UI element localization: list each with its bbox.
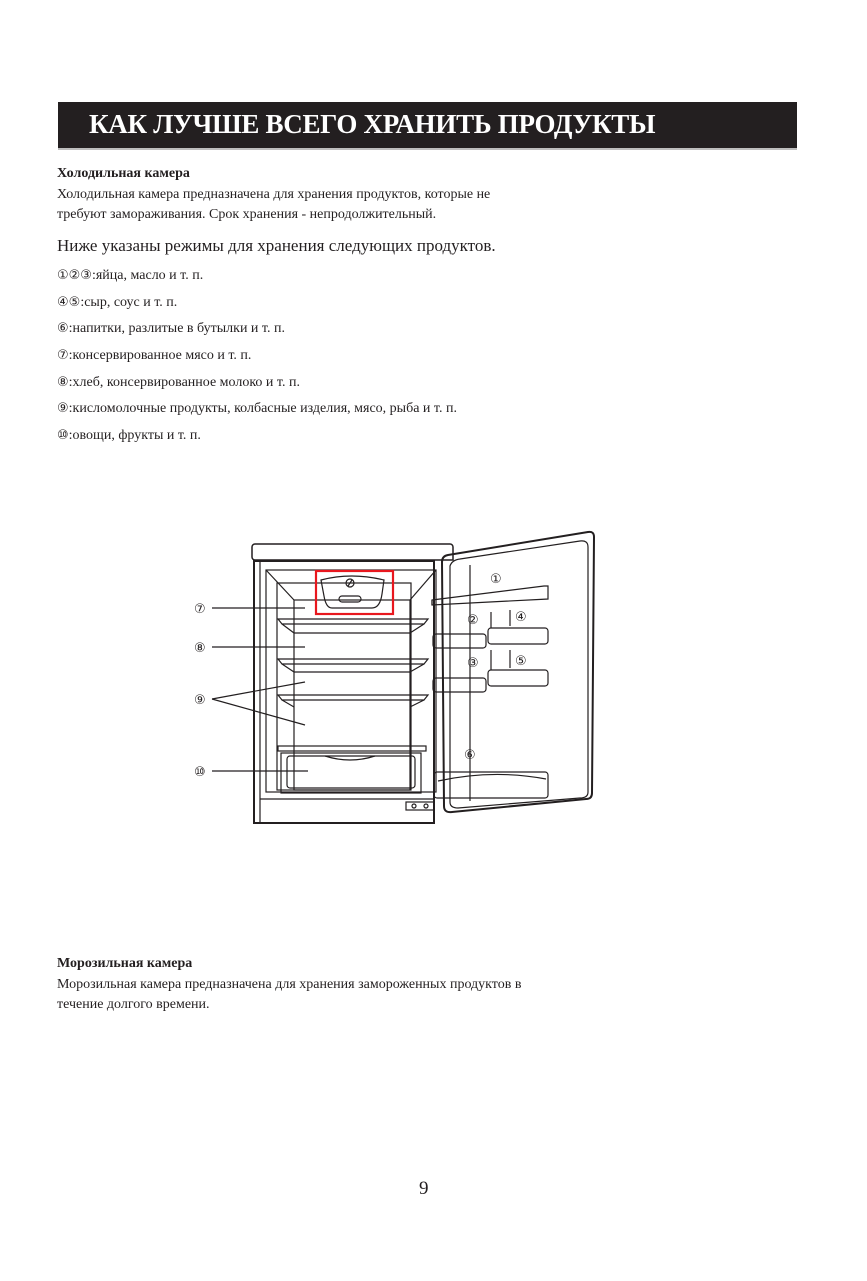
- item-text: :овощи, фрукты и т. п.: [68, 428, 201, 444]
- page-title: КАК ЛУЧШЕ ВСЕГО ХРАНИТЬ ПРОДУКТЫ: [89, 109, 656, 139]
- header-bar: [58, 102, 797, 150]
- callout-4: ④: [515, 610, 527, 625]
- item-number: ⑨: [57, 401, 69, 417]
- freezer-description-line: течение долгого времени.: [57, 997, 210, 1012]
- item-text: :яйца, масло и т. п.: [91, 268, 204, 283]
- page-number: 9: [419, 1178, 429, 1199]
- fridge-diagram: [180, 520, 610, 830]
- freezer-description-line: Морозильная камера предназначена для хранения замороженных продуктов в: [57, 977, 522, 992]
- callout-2: ②: [467, 613, 479, 628]
- list-item: [57, 399, 457, 426]
- storage-intro: Ниже указаны режимы для хранения следующих продуктов.: [57, 236, 496, 255]
- item-text: :кисломолочные продукты, колбасные изделия, мясо, рыба и т. п.: [68, 401, 457, 417]
- callout-labels: [180, 520, 610, 830]
- callout-10: ⑩: [194, 765, 206, 780]
- callout-1: ①: [490, 572, 502, 587]
- storage-list: [57, 266, 457, 453]
- callout-7: ⑦: [194, 602, 206, 617]
- callout-9: ⑨: [194, 693, 206, 708]
- item-number: ④⑤: [57, 294, 81, 310]
- item-text: :консервированное мясо и т. п.: [68, 348, 252, 364]
- item-number: ⑧: [57, 374, 69, 390]
- freezer-section-title: Морозильная камера: [57, 956, 193, 971]
- list-item: [57, 346, 457, 373]
- callout-6: ⑥: [464, 748, 476, 763]
- item-text: :хлеб, консервированное молоко и т. п.: [68, 374, 300, 390]
- fridge-description: [57, 185, 617, 225]
- item-number: ⑩: [57, 428, 69, 444]
- fridge-section-title: Холодильная камера: [57, 166, 190, 181]
- callout-5: ⑤: [515, 654, 527, 669]
- fridge-description-line: требуют замораживания. Срок хранения - непродолжительный.: [57, 207, 437, 222]
- list-item: [57, 293, 457, 320]
- item-number: ①②③: [57, 268, 92, 283]
- item-text: :сыр, соус и т. п.: [80, 294, 178, 310]
- list-item: [57, 319, 457, 346]
- list-item: [57, 426, 457, 453]
- callout-3: ③: [467, 656, 479, 671]
- item-text: :напитки, разлитые в бутылки и т. п.: [68, 321, 285, 337]
- freezer-description: [57, 975, 617, 1015]
- item-number: ⑥: [57, 321, 69, 337]
- list-item: [57, 266, 457, 293]
- fridge-description-line: Холодильная камера предназначена для хранения продуктов, которые не: [57, 187, 491, 202]
- item-number: ⑦: [57, 348, 69, 364]
- callout-8: ⑧: [194, 641, 206, 656]
- list-item: [57, 373, 457, 400]
